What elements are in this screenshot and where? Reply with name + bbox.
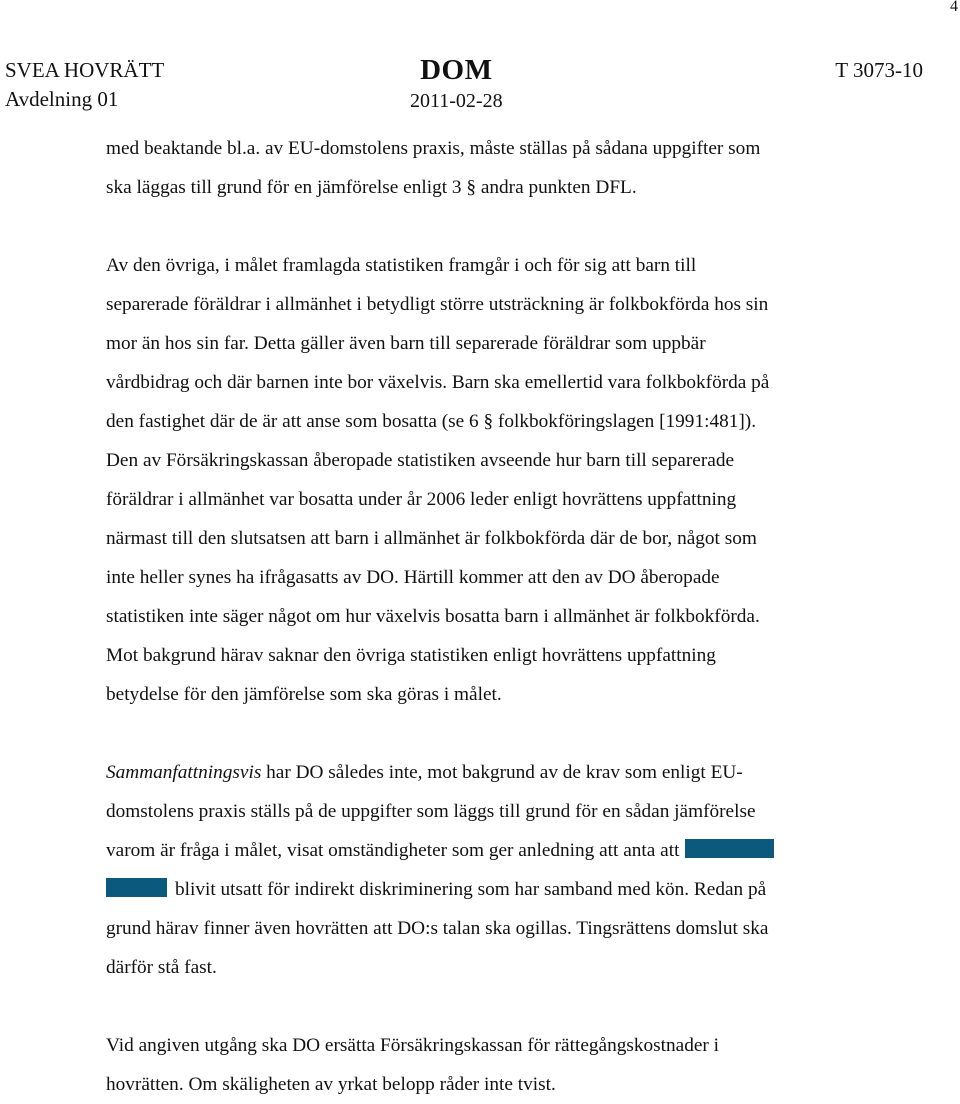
text-line: Mot bakgrund härav saknar den övriga statistiken enligt hovrättens uppfattning [106, 645, 716, 666]
text-line: separerade föräldrar i allmänhet i betydligt större utsträckning är folkbokförda hos sin [106, 294, 769, 315]
text-line: den fastighet där de är att anse som bosatta (se 6 § folkbokföringslagen [1991:481]). [106, 411, 757, 432]
text-line [106, 753, 906, 792]
case-number: T 3073-10 [835, 58, 923, 82]
text-line: mor än hos sin far. Detta gäller även barn till separerade föräldrar som uppbär [106, 333, 706, 354]
text-line: Den av Försäkringskassan åberopade statistiken avseende hur barn till separerade [106, 450, 735, 471]
text-line: inte heller synes ha ifrågasatts av DO. Härtill kommer att den av DO åberopade [106, 567, 720, 588]
text-line: närmast till den slutsatsen att barn i allmänhet är folkbokförda där de bor, något som [106, 528, 757, 549]
text-line: med beaktande bl.a. av EU-domstolens praxis, måste ställas på sådana uppgifter som [106, 138, 761, 159]
redaction-block [685, 839, 774, 858]
text-line: domstolens praxis ställs på de uppgifter som läggs till grund för en sådan jämförelse [106, 801, 756, 822]
court-name: SVEA HOVRÄTT [5, 58, 165, 82]
paragraph-4 [106, 1026, 906, 1104]
paragraph-3 [106, 753, 906, 987]
text-line: Vid angiven utgång ska DO ersätta Försäkringskassan för rättegångskostnader i [106, 1035, 720, 1056]
text-line: föräldrar i allmänhet var bosatta under år 2006 leder enligt hovrättens uppfattning [106, 489, 737, 510]
paragraph-gap [106, 207, 906, 246]
text-line: vårdbidrag och där barnen inte bor växelvis. Barn ska emellertid vara folkbokförda på [106, 372, 770, 393]
text-line [106, 831, 906, 870]
text-line [106, 870, 906, 909]
paragraph-gap [106, 714, 906, 753]
division-name: Avdelning 01 [5, 87, 119, 111]
page-number: 4 [950, 0, 958, 15]
header-left [5, 56, 164, 114]
text-segment: blivit utsatt för indirekt diskriminering som har samband med kön. Redan på [175, 879, 767, 900]
text-line: hovrätten. Om skäligheten av yrkat belopp råder inte tvist. [106, 1074, 556, 1095]
summary-word: Sammanfattningsvis [106, 762, 262, 783]
paragraph-gap [106, 987, 906, 1026]
paragraph-2 [106, 246, 906, 714]
text-line: därför stå fast. [106, 957, 217, 978]
document-body [106, 129, 906, 1104]
redaction-block [106, 878, 167, 897]
text-line: Av den övriga, i målet framlagda statistiken framgår i och för sig att barn till [106, 255, 697, 276]
text-segment: varom är fråga i målet, visat omständigheter som ger anledning att anta att [106, 840, 680, 861]
text-line: betydelse för den jämförelse som ska göras i målet. [106, 684, 502, 705]
document-date: 2011-02-28 [410, 90, 503, 112]
text-segment: har DO således inte, mot bakgrund av de krav som enligt EU- [261, 762, 743, 783]
text-line: statistiken inte säger något om hur växelvis bosatta barn i allmänhet är folkbokförda. [106, 606, 760, 627]
header-center [410, 54, 503, 114]
text-line: ska läggas till grund för en jämförelse enligt 3 § andra punkten DFL. [106, 177, 637, 198]
document-type: DOM [420, 54, 493, 86]
text-line: grund härav finner även hovrätten att DO:s talan ska ogillas. Tingsrättens domslut ska [106, 918, 769, 939]
paragraph-1 [106, 129, 906, 207]
